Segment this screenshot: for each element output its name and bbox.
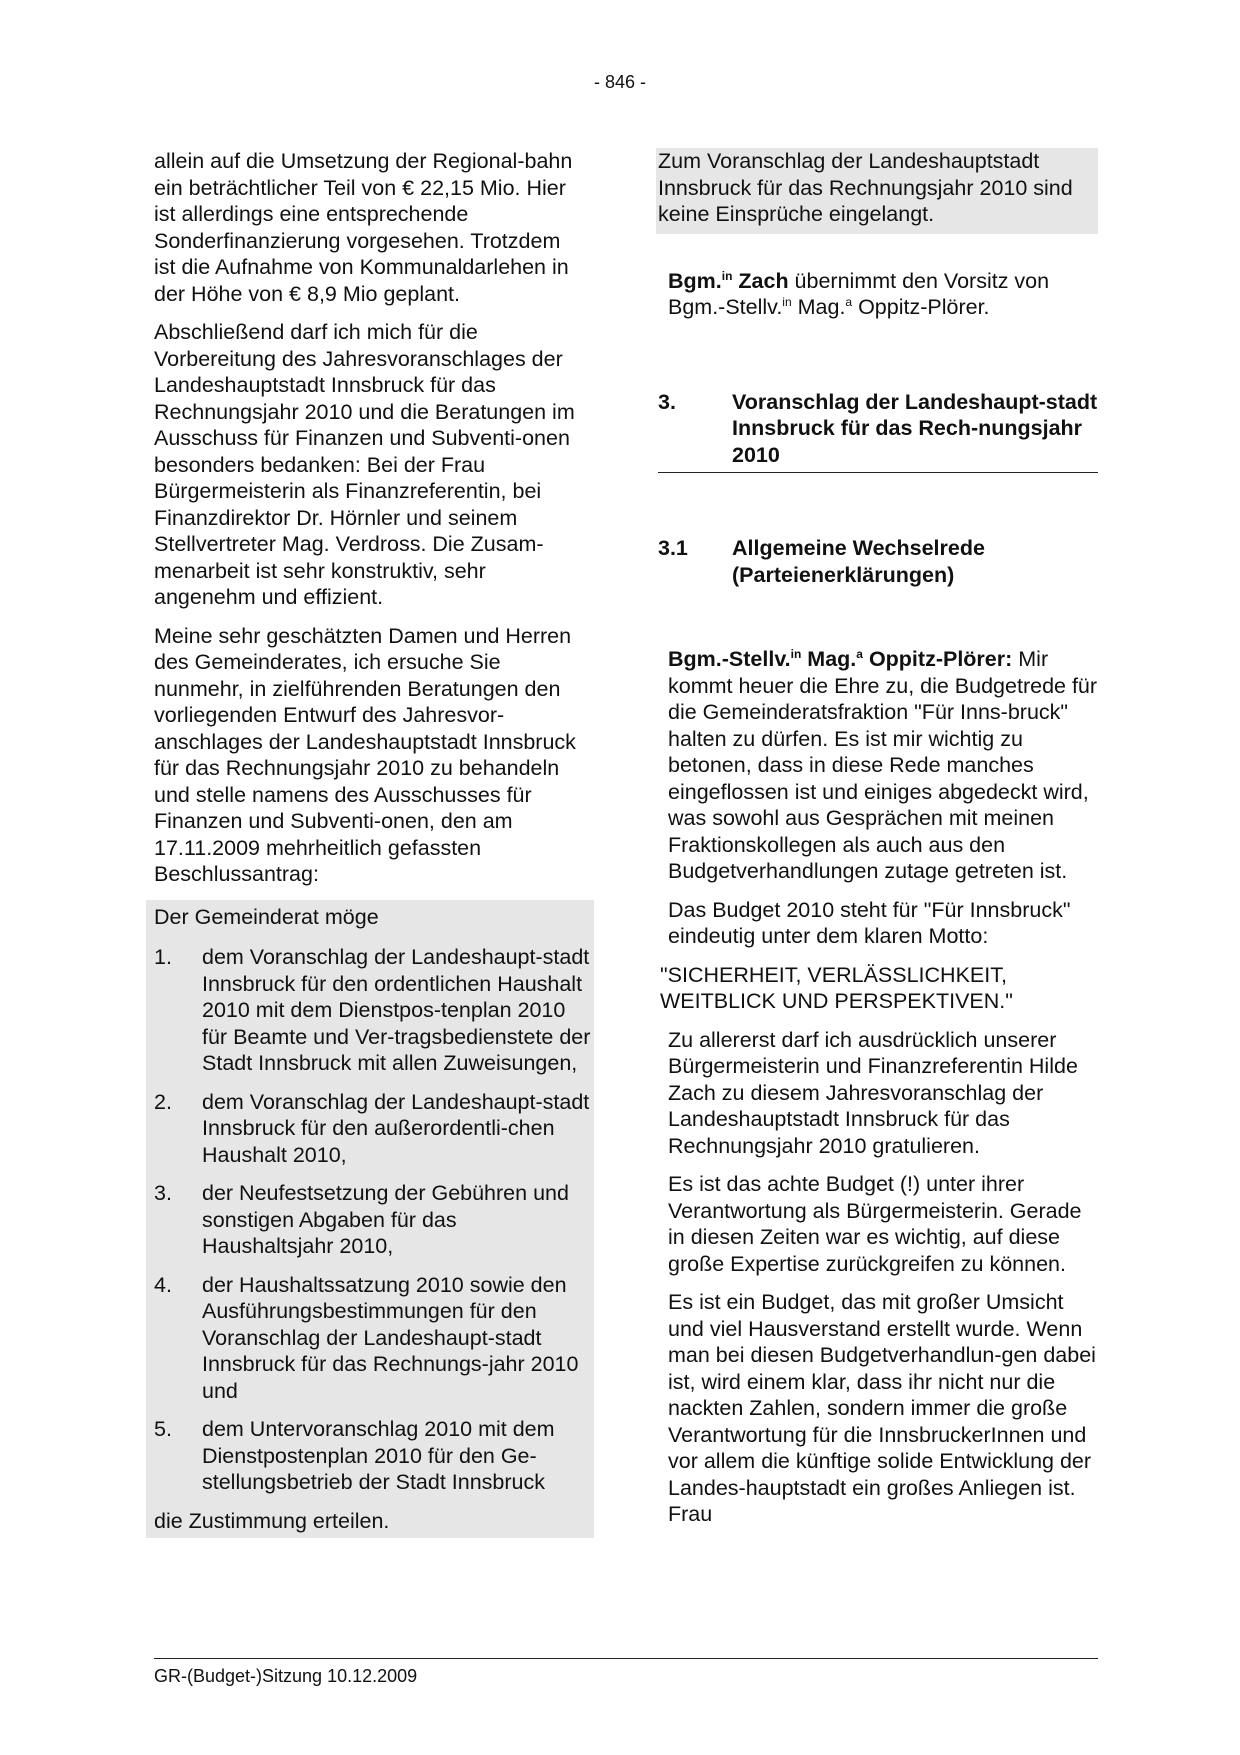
footer-text: GR-(Budget-)Sitzung 10.12.2009	[154, 1666, 418, 1686]
left-column	[154, 148, 591, 1538]
motion-item-list	[154, 944, 594, 1496]
right-column	[658, 148, 1096, 1540]
motion-intro: Der Gemeinderat möge	[154, 904, 379, 929]
notice-box: Zum Voranschlag der Landeshauptstadt Innsbruck für das Rechnungsjahr 2010 sind keine Einsprüche eingelangt.	[656, 148, 1098, 234]
motion-item	[154, 1272, 594, 1405]
chair-change: Bgm.$^{in}$ Zach übernimmt den Vorsitz von Bgm.-Stellv.$^{in}$ Mag.$^a$ Oppitz-Plörer.	[668, 268, 1050, 319]
motion-item-number: 1.	[154, 945, 172, 969]
footer-divider	[154, 1658, 1098, 1659]
motion-item	[154, 944, 594, 1077]
section-title: Voranschlag der Landeshaupt-stadt Innsbruck für das Rech-nungsjahr 2010	[732, 389, 1098, 467]
paragraph-congrats: Zu allererst darf ich ausdrücklich unserer Bürgermeisterin und Finanzreferentin Hilde Zach zu diesem Jahresvoranschlag der Landeshauptstadt Innsbruck für das Rechnungsjahr 2010 gratulieren.	[668, 1027, 1078, 1158]
motion-item-number: 3.	[154, 1181, 172, 1205]
page-number: - 846 -	[593, 72, 647, 92]
motion-item	[154, 1180, 594, 1260]
chair-name: Bgm.$^{in}$ Zach	[668, 268, 789, 293]
motion-outro: die Zustimmung erteilen.	[154, 1508, 390, 1533]
motion-item-number: 5.	[154, 1417, 172, 1441]
speaker-name: Bgm.-Stellv.$^{in}$ Mag.$^a$ Oppitz-Plörer:	[668, 647, 1013, 671]
motto-quote: "SICHERHEIT, VERLÄSSLICHKEIT, WEITBLICK UND PERSPEKTIVEN."	[660, 962, 1013, 1013]
motion-item	[154, 1416, 594, 1496]
section-title: Allgemeine Wechselrede (Parteienerklärungen)	[732, 536, 985, 587]
motion-item	[154, 1089, 594, 1169]
section-number: 3.	[658, 389, 676, 414]
section-heading-3-1	[658, 535, 1096, 588]
speech-opening: Bgm.-Stellv.$^{in}$ Mag.$^a$ Oppitz-Plörer: Mir kommt heuer die Ehre zu, die Budgetrede für die Gemeinderatsfraktion "Für Inns-bruck" halten zu dürfen. Es ist mir wichtig zu betonen, dass in diese Rede manches eingeflossen ist und einiges abgedeckt wird, was sowohl aus Gesprächen mit meinen Fraktionskollegen als auch aus den Budgetverhandlungen zutage getreten ist.	[668, 647, 1098, 883]
paragraph-request: Meine sehr geschätzten Damen und Herren des Gemeinderates, ich ersuche Sie nunmehr, in zielführenden Beratungen den vorliegenden Entwurf des Jahresvor-anschlages der Landeshauptstadt Innsbruck für das Rechnungsjahr 2010 zu behandeln und stelle namens des Ausschusses für Finanzen und Subventi-onen, den am 17.11.2009 mehrheitlich gefassten Beschlussantrag:	[154, 623, 576, 886]
paragraph-motto: Das Budget 2010 steht für "Für Innsbruck" eindeutig unter dem klaren Motto:	[668, 897, 1071, 948]
speech	[660, 646, 1098, 1528]
paragraph-financing: allein auf die Umsetzung der Regional-bahn ein beträchtlicher Teil von € 22,15 Mio. Hier ist allerdings eine entsprechende Sonderfinanzierung vorgesehen. Trotzdem ist die Aufnahme von Kommunaldarlehen in der Höhe von € 8,9 Mio geplant.	[154, 149, 573, 306]
paragraph-budget: Es ist ein Budget, das mit großer Umsicht und viel Hausverstand erstellt wurde. Wenn man bei diesen Budgetverhandlun-gen dabei ist, wird einem klar, dass ihr nicht nur die nackten Zahlen, sondern immer die große Verantwortung für die InnsbruckerInnen und vor allem die künftige solide Entwicklung der Landes-hauptstadt ein großes Anliegen ist. Frau	[668, 1290, 1096, 1526]
motion-item-text: der Neufestsetzung der Gebühren und sonstigen Abgaben für das Haushaltsjahr 2010,	[202, 1181, 569, 1258]
motion-item-number: 2.	[154, 1089, 172, 1114]
section-heading-3	[658, 389, 1098, 474]
motion-box	[146, 900, 594, 1539]
motion-item-text: dem Voranschlag der Landeshaupt-stadt Innsbruck für den außerordentli-chen Haushalt 2010,	[202, 1089, 590, 1167]
paragraph-eighth-budget: Es ist das achte Budget (!) unter ihrer Verantwortung als Bürgermeisterin. Gerade in diesen Zeiten war es wichtig, auf diese große Expertise zurückgreifen zu können.	[668, 1172, 1082, 1276]
motion-item-text: dem Untervoranschlag 2010 mit dem Dienstpostenplan 2010 für den Ge-stellungsbetrieb der Stadt Innsbruck	[202, 1417, 555, 1494]
motion-item-text: dem Voranschlag der Landeshaupt-stadt Innsbruck für den ordentlichen Haushalt 2010 mit dem Dienstpos-tenplan 2010 für Beamte und Ver-tragsbedienstete der Stadt Innsbruck mit allen Zuweisungen,	[202, 945, 591, 1075]
section-number: 3.1	[658, 536, 688, 560]
motion-item-text: der Haushaltssatzung 2010 sowie den Ausführungsbestimmungen für den Voranschlag der Landeshaupt-stadt Innsbruck für das Rechnungs-jahr 2010 und	[202, 1272, 579, 1403]
motion-item-number: 4.	[154, 1272, 172, 1297]
paragraph-thanks: Abschließend darf ich mich für die Vorbereitung des Jahresvoranschlages der Landeshauptstadt Innsbruck für das Rechnungsjahr 2010 und die Beratungen im Ausschuss für Finanzen und Subventi-onen besonders bedanken: Bei der Frau Bürgermeisterin als Finanzreferentin, bei Finanzdirektor Dr. Hörnler und seinem Stellvertreter Mag. Verdross. Die Zusam-menarbeit ist sehr konstruktiv, sehr angenehm und effizient.	[154, 320, 575, 609]
